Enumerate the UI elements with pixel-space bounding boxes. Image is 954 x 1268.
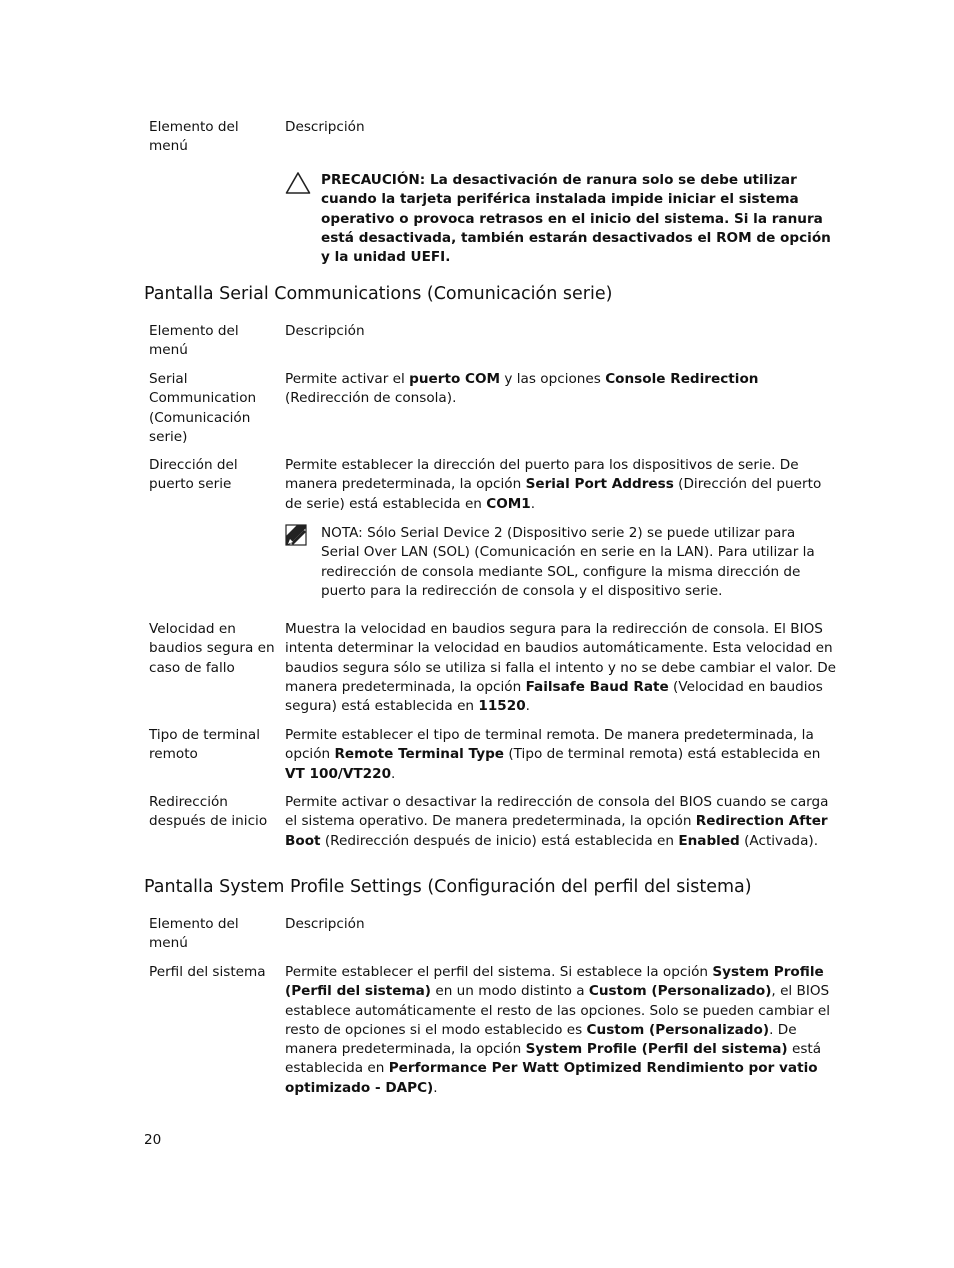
note-label: NOTA: (321, 525, 363, 541)
header-description: Descripción (285, 916, 365, 932)
header-menu-item: Elemento del menú (149, 323, 239, 359)
header-description: Descripción (285, 323, 365, 339)
warning-triangle-icon (285, 171, 311, 199)
description-text: Permite establecer el perfil del sistema. Si establece la opción System Profile (Perfil del sistema) en un modo distinto a Custom (Personalizado), el BIOS establece automáticamente el resto de las opciones. Solo se pueden cambiar el resto de opciones si el modo establecido es Custom (Personalizado). De manera predeterminada, la opción System Profile (Perfil del sistema) está establecida en Performance Per Watt Optimized Rendimiento por vatio optimizado - DAPC). (285, 964, 831, 1096)
description-text: Permite activar el puerto COM y las opciones Console Redirection (Redirección de consola). (285, 371, 759, 407)
section-title-system-profile: Pantalla System Profile Settings (Configuración del perfil del sistema) (144, 877, 752, 897)
menu-item-failsafe-baud-rate: Velocidad en baudios segura en caso de fallo (149, 621, 275, 676)
note-pencil-icon (285, 524, 307, 550)
menu-item-remote-terminal-type: Tipo de terminal remoto (149, 727, 261, 763)
description-text: Permite establecer la dirección del puerto para los dispositivos de serie. De manera predeterminada, la opción Serial Port Address (Dirección del puerto de serie) está establecida en COM1. (285, 457, 822, 512)
caution-text: PRECAUCIÓN: La desactivación de ranura solo se debe utilizar cuando la tarjeta periférica instalada impide iniciar el sistema operativo o provoca retrasos en el inicio del sistema. Si la ranura está desactivada, también estarán desactivados el ROM de opción y la unidad UEFI. (321, 172, 831, 266)
header-menu-item: Elemento del menú (149, 119, 239, 155)
note-body: Sólo Serial Device 2 (Dispositivo serie 2) se puede utilizar para Serial Over LAN (SOL) (Comunicación en serie en la LAN). Para utilizar la redirección de consola mediante SOL, configure la misma dirección de puerto para la redirección de consola y el dispositivo serie. (321, 525, 815, 599)
description-text: Permite establecer el tipo de terminal remota. De manera predeterminada, la opción Remote Terminal Type (Tipo de terminal remota) está establecida en VT 100/VT220. (285, 727, 821, 782)
header-description: Descripción (285, 119, 365, 135)
note-text (321, 524, 837, 601)
description-text: Muestra la velocidad en baudios segura para la redirección de consola. El BIOS intenta determinar la velocidad en baudios automáticamente. Esta velocidad en baudios segura sólo se utiliza si falla el intento y no se debe cambiar el valor. De manera predeterminada, la opción Failsafe Baud Rate (Velocidad en baudios segura) está establecida en 11520. (285, 621, 837, 715)
menu-item-system-profile: Perfil del sistema (149, 964, 266, 980)
menu-item-serial-port-address: Dirección del puerto serie (149, 457, 238, 493)
menu-item-serial-communication: Serial Communication (Comunicación serie) (149, 371, 257, 445)
section-title-serial: Pantalla Serial Communications (Comunicación serie) (144, 284, 613, 304)
page-number: 20 (144, 1132, 162, 1148)
menu-item-redirection-after-boot: Redirección después de inicio (149, 794, 268, 830)
description-text: Permite activar o desactivar la redirección de consola del BIOS cuando se carga el sistema operativo. De manera predeterminada, la opción Redirection After Boot (Redirección después de inicio) está establecida en Enabled (Activada). (285, 794, 829, 849)
header-menu-item: Elemento del menú (149, 916, 239, 952)
